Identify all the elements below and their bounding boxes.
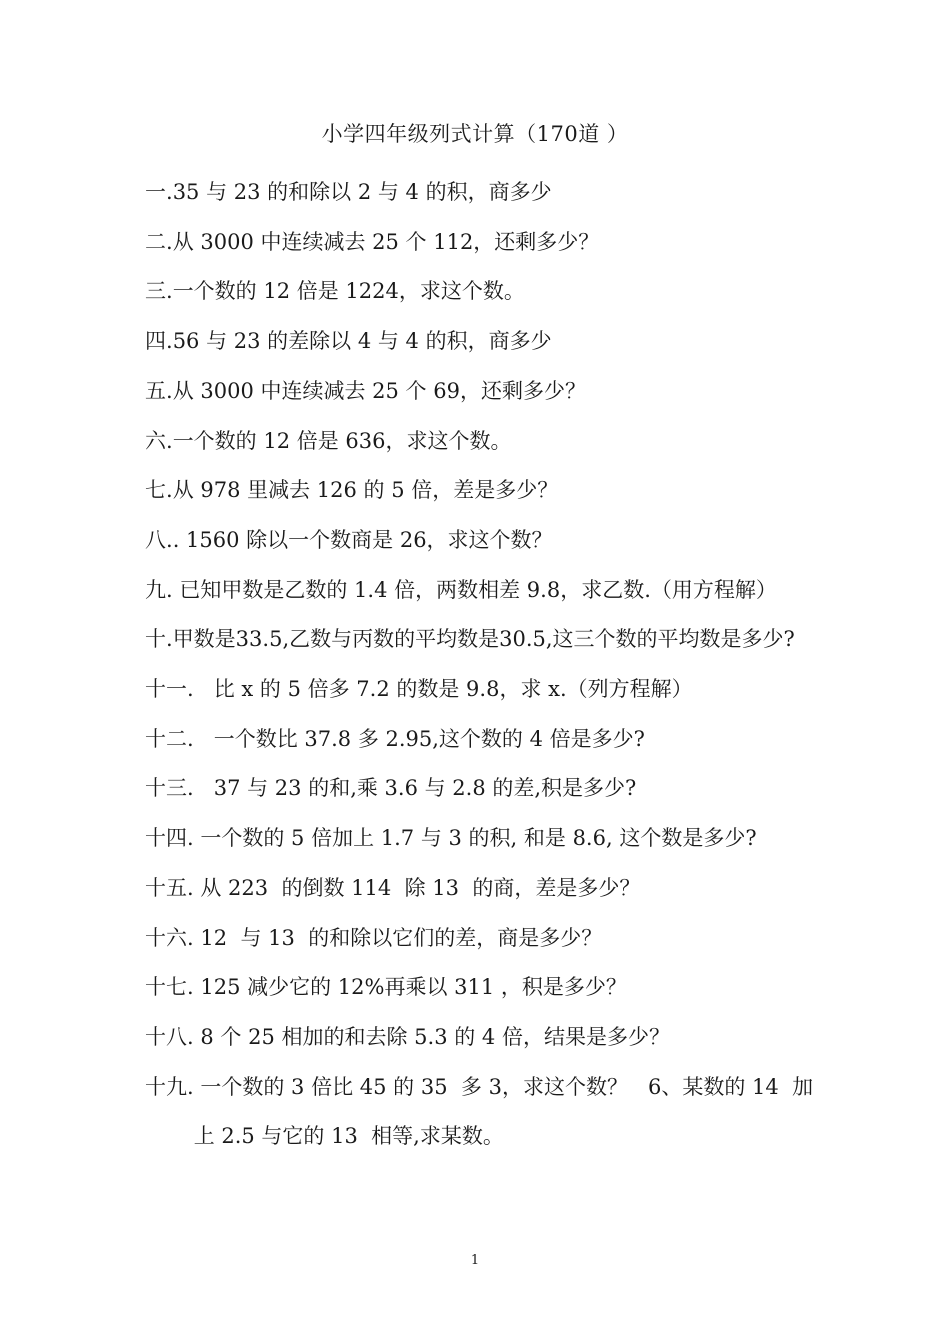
problem-text: . 1560 除以一个数商是 26，求这个数？ (172, 527, 553, 552)
problem-text: 一个数的 12 倍是 1224，求这个数。 (172, 279, 525, 304)
problem-text: 56 与 23 的差除以 4 与 4 的积，商多少 (172, 329, 552, 354)
problem-item (145, 764, 815, 814)
problem-text: 35 与 23 的和除以 2 与 4 的积，商多少 (172, 180, 552, 204)
problem-number: 六. (145, 428, 173, 453)
problem-number: 八. (145, 527, 173, 552)
problem-item (145, 218, 815, 268)
problem-text: 37 与 23 的和,乘 3.6 与 2.8 的差,积是多少? (193, 776, 637, 801)
problem-item (145, 814, 815, 864)
problem-text: 12 与 13 的和除以它们的差，商是多少？ (193, 925, 603, 950)
problem-text: 从 3000 中连续减去 25 个 69，还剩多少？ (172, 378, 586, 403)
problem-text: 从 223 的倒数 114 除 13 的商，差是多少？ (193, 875, 641, 900)
problem-text: 甲数是33.5,乙数与丙数的平均数是30.5,这三个数的平均数是多少? (172, 627, 795, 652)
page-number: 1 (470, 1253, 480, 1268)
problem-item (145, 516, 815, 566)
problem-number: 七. (145, 478, 173, 503)
problem-number: 五. (145, 378, 173, 403)
problem-number: 二. (145, 229, 173, 254)
problem-item (145, 367, 815, 417)
problem-item (145, 963, 815, 1013)
problem-text: 比 x 的 5 倍多 7.2 的数是 9.8，求 x.（列方程解） (193, 677, 693, 702)
problem-text: 从 978 里减去 126 的 5 倍，差是多少？ (172, 478, 559, 503)
problem-item (145, 914, 815, 964)
problem-item (145, 566, 815, 616)
problem-item (145, 466, 815, 516)
problem-item (145, 715, 815, 765)
problem-text: 8 个 25 相加的和去除 5.3 的 4 倍，结果是多少？ (193, 1024, 670, 1049)
problem-number: 十二. (145, 726, 194, 751)
problem-item (145, 615, 815, 665)
problem-list (145, 168, 815, 1162)
problem-text: 一个数的 12 倍是 636，求这个数。 (172, 428, 512, 453)
problem-item (145, 417, 815, 467)
problem-item (145, 267, 815, 317)
problem-number: 十九. (145, 1074, 194, 1099)
problem-number: 十五. (145, 875, 194, 900)
problem-number: 一. (145, 180, 173, 204)
problem-item (145, 665, 815, 715)
problem-number: 十七. (145, 975, 194, 1000)
problem-number: 十六. (145, 925, 194, 950)
problem-text: 125 减少它的 12%再乘以 311 ，积是多少？ (193, 975, 627, 1000)
problem-item (145, 317, 815, 367)
problem-text: 一个数比 37.8 多 2.95,这个数的 4 倍是多少? (193, 726, 645, 751)
problem-number: 十四. (145, 826, 194, 851)
problem-text: 一个数的 5 倍加上 1.7 与 3 的积, 和是 8.6, 这个数是多少? (193, 826, 757, 851)
problem-text: 从 3000 中连续减去 25 个 112，还剩多少？ (172, 229, 600, 254)
problem-item (145, 864, 815, 914)
problem-number: 四. (145, 329, 173, 354)
problem-number: 九. (145, 577, 173, 602)
problem-item (145, 1063, 815, 1162)
problem-number: 十八. (145, 1024, 194, 1049)
problem-text: 已知甲数是乙数的 1.4 倍，两数相差 9.8，求乙数.（用方程解） (172, 577, 777, 602)
problem-number: 三. (145, 279, 173, 304)
problem-number: 十. (145, 627, 173, 652)
problem-number: 十一. (145, 677, 194, 702)
problem-text: 一个数的 3 倍比 45 的 35 多 3，求这个数？ 6、某数的 14 加上 2.5 与它的 13 相等,求某数。 (193, 1074, 814, 1149)
problem-item (145, 168, 815, 218)
problem-item (145, 1013, 815, 1063)
page-title: 小学四年级列式计算（170道 ） (321, 122, 629, 146)
problem-number: 十三. (145, 776, 194, 801)
